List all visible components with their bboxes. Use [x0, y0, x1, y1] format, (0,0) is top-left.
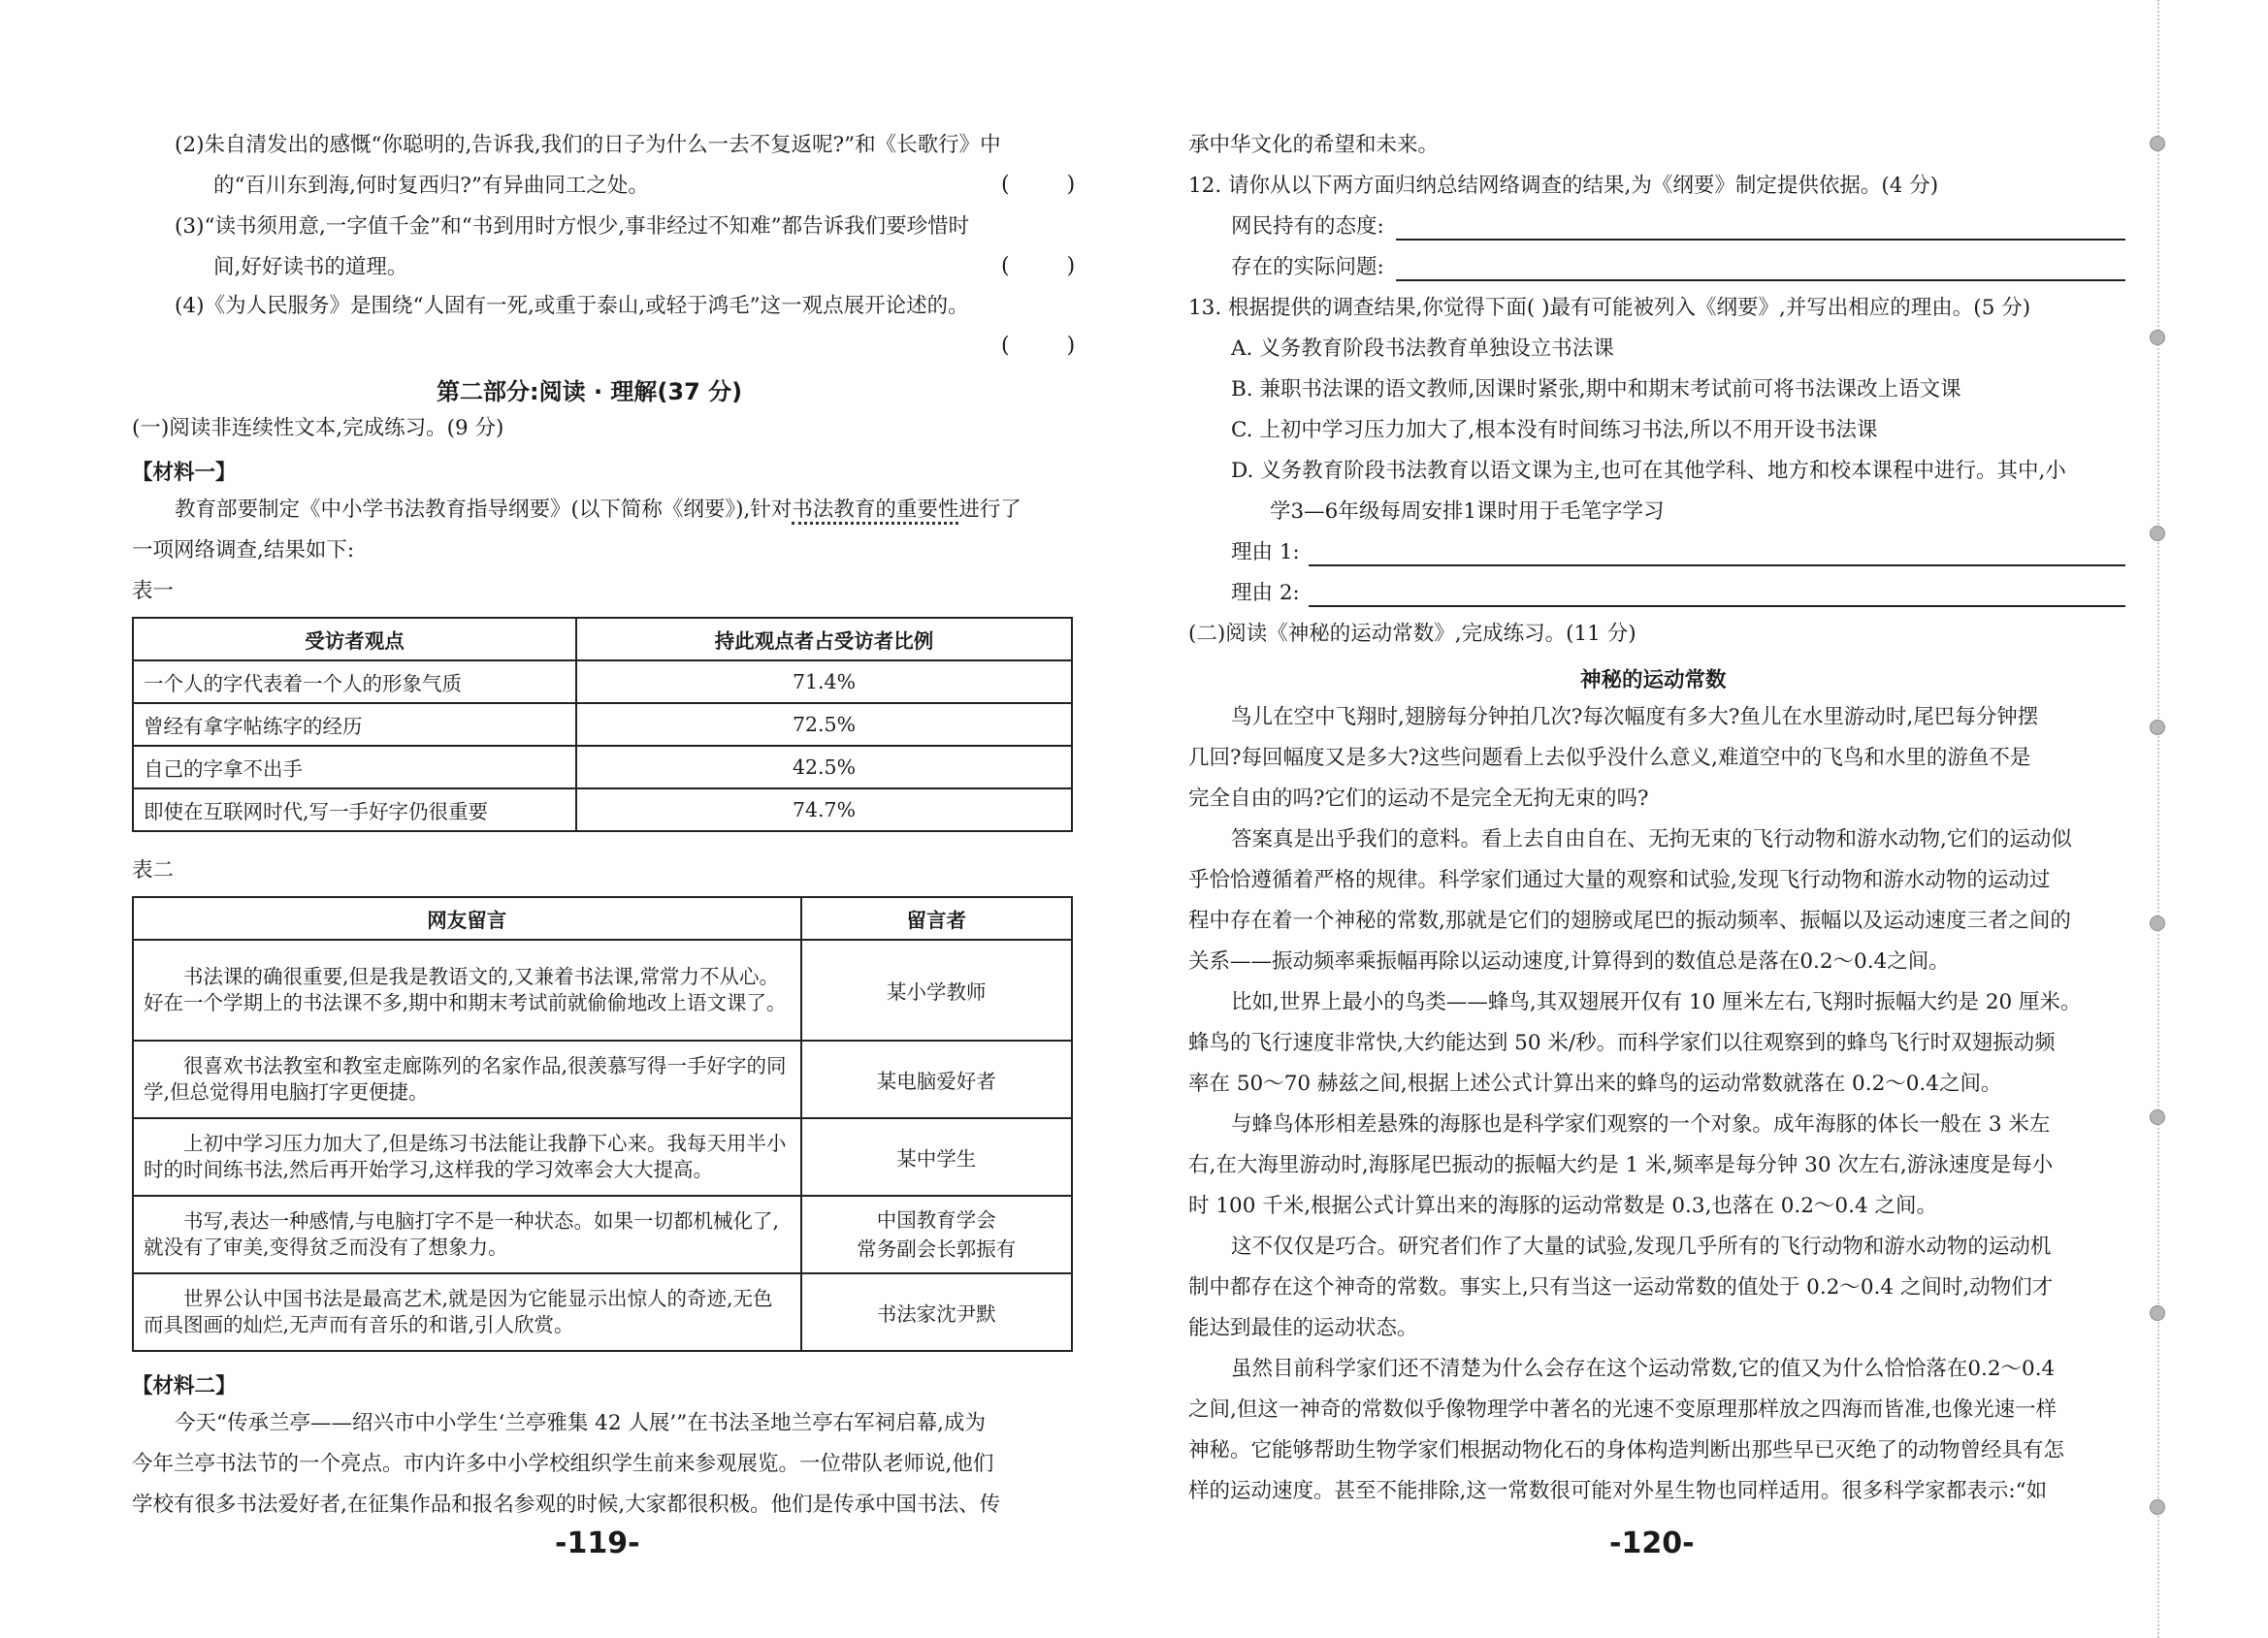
article-line: 神秘。它能够帮助生物学家们根据动物化石的身体构造判断出那些早已灭绝了的动物曾经具有怎: [1188, 1438, 2065, 1462]
reason1-label: 理由 1:: [1231, 540, 1300, 564]
article-line: 之间,但这一神奇的常数似乎像物理学中著名的光速不变原理那样放之四海而皆准,也像光速一样: [1188, 1397, 2057, 1422]
binding-hole-icon: [2150, 720, 2165, 735]
q3-line2: 间,好好读书的道理。: [213, 255, 408, 279]
binding-hole-icon: [2150, 136, 2165, 151]
table1-opinion-cell: 自己的字拿不出手: [133, 746, 576, 788]
table-row: [133, 1273, 1072, 1351]
q12-problem-answer-line[interactable]: [1396, 279, 2125, 281]
table1-ratio-cell: 71.4%: [576, 660, 1072, 703]
table-row: [133, 1196, 1072, 1273]
q2-line1: (2)朱自清发出的感慨“你聪明的,告诉我,我们的日子为什么一去不复返呢?”和《长歌行》中: [175, 133, 1001, 157]
option-b[interactable]: B. 兼职书法课的语文教师,因课时紧张,期中和期末考试前可将书法课改上语文课: [1231, 377, 1961, 401]
article-line: 右,在大海里游动时,海豚尾巴振动的振幅大约是 1 米,频率是每分钟 30 次左右,游泳速度是每小: [1188, 1153, 2054, 1177]
article-line: 虽然目前科学家们还不清楚为什么会存在这个运动常数,它的值又为什么恰恰落在0.2～0.4: [1231, 1357, 2056, 1381]
reason1-answer-line[interactable]: [1309, 564, 2125, 566]
table1-ratio-cell: 42.5%: [576, 746, 1072, 788]
article-line: 这不仅仅是巧合。研究者们作了大量的试验,发现几乎所有的飞行动物和游水动物的运动机: [1231, 1235, 2052, 1259]
q12-problem-label: 存在的实际问题:: [1231, 255, 1384, 279]
table-row: [133, 660, 1072, 703]
table2-author-cell: 某小学教师: [801, 940, 1072, 1041]
article-line: 关系——振动频率乘振幅再除以运动速度,计算得到的数值总是落在0.2～0.4之间。: [1188, 949, 1950, 974]
author-line: 中国教育学会: [876, 1208, 996, 1232]
material2-line1: 今天“传承兰亭——绍兴市中小学生‘兰亭雅集 42 人展’”在书法圣地兰亭右军祠启幕,成为: [175, 1411, 987, 1435]
q2-line2: 的“百川东到海,何时复西归?”有异曲同工之处。: [213, 174, 649, 198]
table-row: [133, 1118, 1072, 1196]
answer-paren-q2[interactable]: ( ): [1001, 173, 1101, 197]
article-line: 时 100 千米,根据公式计算出来的海豚的运动常数是 0.3,也落在 0.2～0.4 之间。: [1188, 1194, 1937, 1218]
binding-hole-icon: [2150, 1499, 2165, 1515]
material1-label: 【材料一】: [132, 461, 237, 485]
option-c[interactable]: C. 上初中学习压力加大了,根本没有时间练习书法,所以不用开设书法课: [1231, 418, 1878, 442]
table2-author-cell: 某中学生: [801, 1118, 1072, 1196]
article-line: 几回?每回幅度又是多大?这些问题看上去似乎没什么意义,难道空中的飞鸟和水里的游鱼不是: [1188, 746, 2031, 770]
table2-header-comment: 网友留言: [133, 897, 801, 940]
author-two-line: [812, 1205, 1061, 1264]
table2-header-author: 留言者: [801, 897, 1072, 940]
material2-label: 【材料二】: [132, 1374, 237, 1398]
table-row: [133, 703, 1072, 746]
continuation-line: 承中华文化的希望和未来。: [1188, 133, 1440, 157]
author-line: 常务副会长郭振有: [857, 1237, 1017, 1261]
option-d-line2: 学3—6年级每周安排1课时用于毛笔字学习: [1270, 499, 1665, 524]
reason2-answer-line[interactable]: [1309, 605, 2125, 607]
article-line: 蜂鸟的飞行速度非常快,大约能达到 50 米/秒。而科学家们以往观察到的蜂鸟飞行时双翅振动频: [1188, 1031, 2056, 1055]
material2-line3: 学校有很多书法爱好者,在征集作品和报名参观的时候,大家都很积极。他们是传承中国书法、传: [132, 1493, 1001, 1517]
article-line: 乎恰恰遵循着严格的规律。科学家们通过大量的观察和试验,发现飞行动物和游水动物的运动过: [1188, 868, 2051, 892]
material1-line1: [175, 497, 1021, 524]
binding-hole-icon: [2150, 1109, 2165, 1125]
binding-hole-icon: [2150, 1305, 2165, 1321]
article-title: 神秘的运动常数: [1580, 668, 1727, 692]
part2-title: 第二部分:阅读 · 理解(37 分): [437, 378, 743, 405]
question-12: 12. 请你从以下两方面归纳总结网络调查的结果,为《纲要》制定提供依据。(4 分): [1188, 174, 1939, 198]
table2-author-cell: [801, 1196, 1072, 1273]
table2: [132, 896, 1073, 1352]
reason2-label: 理由 2:: [1231, 581, 1300, 605]
q12-attitude-answer-line[interactable]: [1396, 239, 2125, 241]
page-number-right: -120-: [1609, 1526, 1695, 1560]
table2-label: 表二: [132, 858, 175, 883]
table1-opinion-cell: 曾经有拿字帖练字的经历: [133, 703, 576, 746]
table-row: [133, 940, 1072, 1041]
article-line: 制中都存在这个神奇的常数。事实上,只有当这一运动常数的值处于 0.2～0.4 之间时,动物们才: [1188, 1275, 2054, 1300]
question-13: 13. 根据提供的调查结果,你觉得下面( )最有可能被列入《纲要》,并写出相应的理由。(5 分): [1188, 296, 2031, 320]
option-a[interactable]: A. 义务教育阶段书法教育单独设立书法课: [1231, 337, 1614, 361]
right-page: [1134, 0, 2268, 1638]
article-line: 程中存在着一个神秘的常数,那就是它们的翅膀或尾巴的振动频率、振幅以及运动速度三者之间的: [1188, 909, 2071, 933]
table2-comment-cell: 上初中学习压力加大了,但是练习书法能让我静下心来。我每天用半小时的时间练书法,然后再开始学习,这样我的学习效率会大大提高。: [133, 1118, 801, 1196]
q4-line1: (4)《为人民服务》是围绕“人固有一死,或重于泰山,或轻于鸿毛”这一观点展开论述的。: [175, 294, 969, 318]
answer-paren-q4[interactable]: ( ): [1001, 334, 1101, 358]
answer-paren-q3[interactable]: ( ): [1001, 254, 1101, 278]
table1-header-ratio: 持此观点者占受访者比例: [576, 618, 1072, 660]
table2-author-cell: 某电脑爱好者: [801, 1041, 1072, 1118]
option-d[interactable]: D. 义务教育阶段书法教育以语文课为主,也可在其他学科、地方和校本课程中进行。其中,小: [1231, 459, 2066, 483]
table-row: [133, 1041, 1072, 1118]
article-line: 比如,世界上最小的鸟类——蜂鸟,其双翅展开仅有 10 厘米左右,飞翔时振幅大约是 20 厘米。: [1231, 990, 2082, 1014]
article-line: 完全自由的吗?它们的运动不是完全无拘无束的吗?: [1188, 787, 1649, 811]
article-line: 鸟儿在空中飞翔时,翅膀每分钟拍几次?每次幅度有多大?鱼儿在水里游动时,尾巴每分钟摆: [1231, 705, 2039, 729]
binding-hole-icon: [2150, 330, 2165, 345]
q3-line1: (3)“读书须用意,一字值千金”和“书到用时方恨少,事非经过不知难”都告诉我们要珍惜时: [175, 214, 970, 239]
table2-comment-cell: 世界公认中国书法是最高艺术,就是因为它能显示出惊人的奇迹,无色而具图画的灿烂,无声而有音乐的和谐,引人欣赏。: [133, 1273, 801, 1351]
page-number-left: -119-: [555, 1526, 640, 1560]
table1-opinion-cell: 即使在互联网时代,写一手好字仍很重要: [133, 788, 576, 831]
table2-author-cell: 书法家沈尹默: [801, 1273, 1072, 1351]
table-row: [133, 746, 1072, 788]
m1-text-c: 进行了: [958, 498, 1021, 522]
article-line: 率在 50～70 赫兹之间,根据上述公式计算出来的蜂鸟的运动常数就落在 0.2～0.4之间。: [1188, 1072, 2002, 1096]
table1: [132, 617, 1073, 832]
q12-attitude-label: 网民持有的态度:: [1231, 214, 1384, 239]
article-line: 能达到最佳的运动状态。: [1188, 1316, 1418, 1340]
table-row: [133, 788, 1072, 831]
table1-opinion-cell: 一个人的字代表着一个人的形象气质: [133, 660, 576, 703]
table1-label: 表一: [132, 579, 175, 603]
m1-text-a: 教育部要制定《中小学书法教育指导纲要》(以下简称《纲要》),针对: [175, 498, 793, 522]
binding-hole-icon: [2150, 915, 2165, 931]
article-line: 与蜂鸟体形相差悬殊的海豚也是科学家们观察的一个对象。成年海豚的体长一般在 3 米左: [1231, 1112, 2051, 1137]
binding-hole-icon: [2150, 526, 2165, 541]
table2-comment-cell: 书写,表达一种感情,与电脑打字不是一种状态。如果一切都机械化了,就没有了审美,变得贫乏而没有了想象力。: [133, 1196, 801, 1273]
table2-comment-cell: 很喜欢书法教室和教室走廊陈列的名家作品,很羡慕写得一手好字的同学,但总觉得用电脑打字更便捷。: [133, 1041, 801, 1118]
table1-ratio-cell: 74.7%: [576, 788, 1072, 831]
emphasis-dotted-text: 书法教育的重要性: [792, 498, 958, 525]
table1-ratio-cell: 72.5%: [576, 703, 1072, 746]
material1-line2: 一项网络调查,结果如下:: [132, 538, 355, 562]
section2-title: (二)阅读《神秘的运动常数》,完成练习。(11 分): [1188, 622, 1636, 646]
table1-header-opinion: 受访者观点: [133, 618, 576, 660]
article-line: 答案真是出乎我们的意料。看上去自由自在、无拘无束的飞行动物和游水动物,它们的运动似: [1231, 827, 2072, 851]
table2-comment-cell: 书法课的确很重要,但是我是教语文的,又兼着书法课,常常力不从心。好在一个学期上的书法课不多,期中和期末考试前就偷偷地改上语文课了。: [133, 940, 801, 1041]
section1-title: (一)阅读非连续性文本,完成练习。(9 分): [132, 416, 504, 440]
material2-line2: 今年兰亭书法节的一个亮点。市内许多中小学校组织学生前来参观展览。一位带队老师说,他们: [132, 1452, 994, 1476]
article-line: 样的运动速度。甚至不能排除,这一常数很可能对外星生物也同样适用。很多科学家都表示:“如: [1188, 1479, 2048, 1503]
